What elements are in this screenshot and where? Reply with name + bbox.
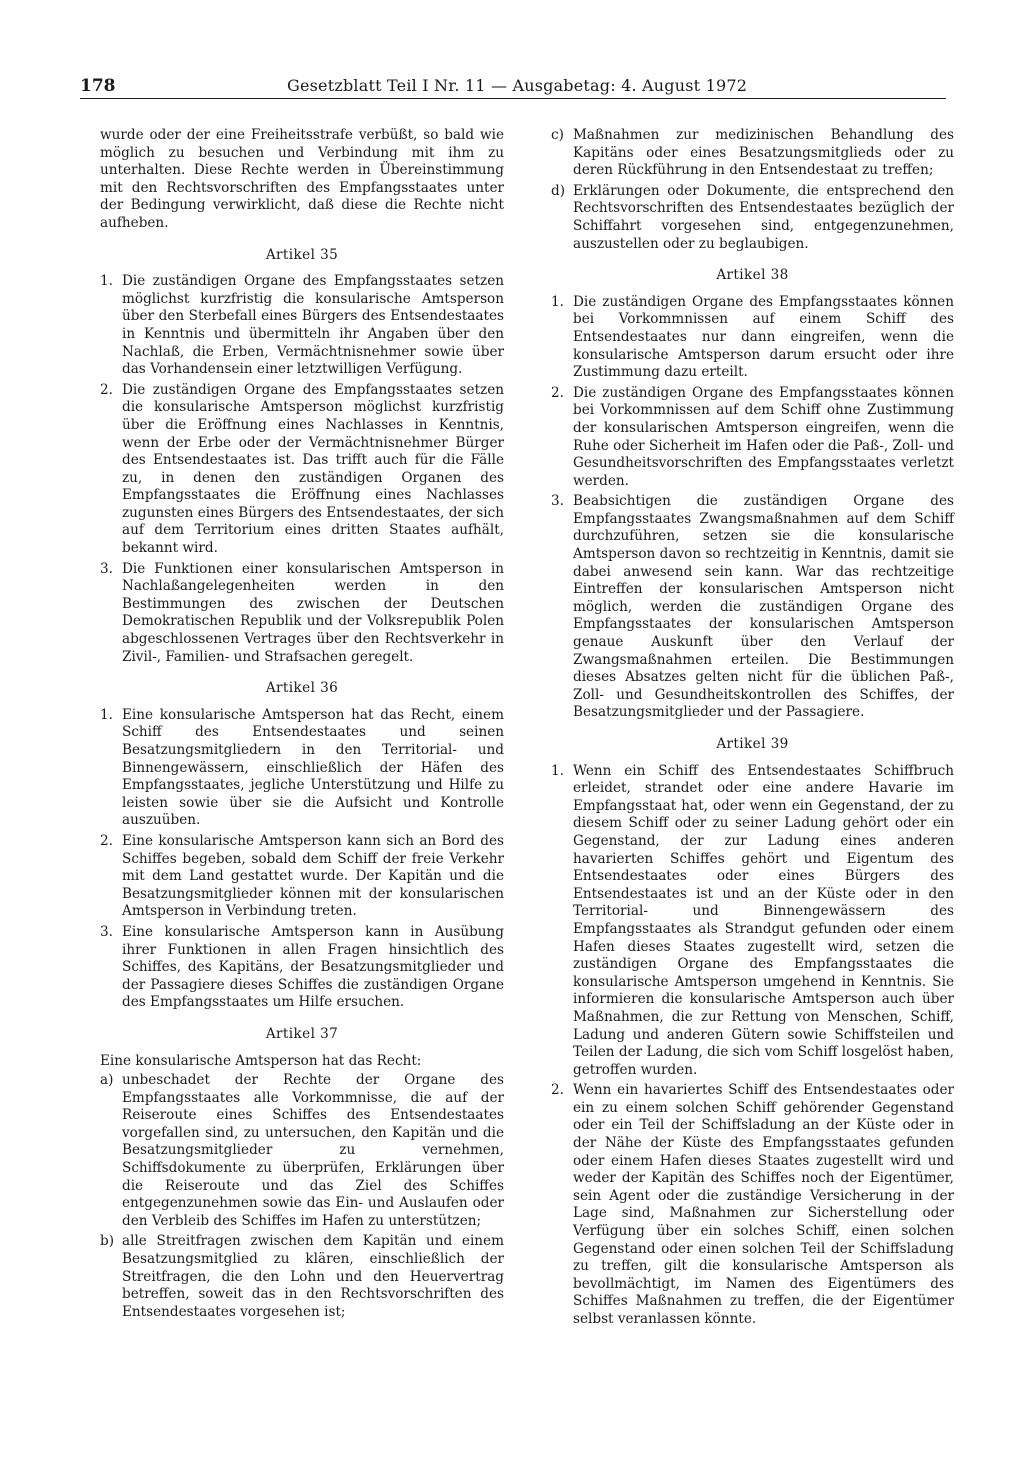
- list-item: [551, 183, 954, 253]
- article-heading: Artikel 36: [265, 680, 339, 697]
- item-number: c): [551, 127, 564, 143]
- header-title: Gesetzblatt Teil I Nr. 11 — Ausgabetag: 4. August 1972: [287, 76, 748, 95]
- item-number: 1.: [100, 273, 113, 290]
- item-text: Eine konsularische Amtsperson kann in Ausübung ihrer Funktionen in allen Fragen hinsichtlich des Schiffes, des Kapitäns, der Besatzungsmitglieder und der Passagiere dieses Schiffes die zuständigen Organe des Empfangsstaates um Hilfe ersuchen.: [122, 923, 504, 1011]
- item-number: 1.: [551, 293, 564, 310]
- list-item: [100, 1233, 504, 1321]
- item-text: Die Funktionen einer konsularischen Amtsperson in Nachlaßangelegenheiten werden in den Bestimmungen des zwischen der Deutschen Demokratischen Republik und der Volksrepublik Polen abgeschlossenen Vertrages über den Rechtsverkehr in Zivil-, Familien- und Strafsachen geregelt.: [122, 560, 504, 665]
- item-text: Eine konsularische Amtsperson kann sich an Bord des Schiffes begeben, sobald dem Schiff der freie Verkehr mit dem Land gestattet wurde. Der Kapitän und die Besatzungsmitglieder können mit der konsularischen Amtsperson in Verbindung treten.: [122, 832, 504, 920]
- item-text: Die zuständigen Organe des Empfangsstaates können bei Vorkommnissen auf einem Schiff des Entsendestaates nur dann eingreifen, wenn die konsularische Amtsperson darum ersucht oder ihre Zustimmung dazu erteilt.: [573, 293, 954, 381]
- list-item: [100, 561, 504, 667]
- item-number: 2.: [100, 832, 113, 849]
- item-number: 2.: [551, 1082, 564, 1099]
- item-number: d): [551, 182, 566, 199]
- article-intro: Eine konsularische Amtsperson hat das Recht:: [100, 1052, 422, 1069]
- item-number: 2.: [551, 384, 564, 401]
- page-header: [80, 76, 946, 99]
- list-item: [551, 294, 954, 382]
- page-number: 178: [80, 76, 116, 96]
- item-text: Die zuständigen Organe des Empfangsstaates können bei Vorkommnissen auf dem Schiff ohne Zustimmung der konsularischen Amtsperson eingreifen, wenn die Ruhe oder Sicherheit im Hafen oder die Paß-, Zoll- und Gesundheitsvorschriften des Empfangsstaates verletzt werden.: [573, 384, 954, 489]
- list-item: [100, 382, 504, 558]
- item-text: Beabsichtigen die zuständigen Organe des Empfangsstaates Zwangsmaßnahmen auf dem Schiff durchzuführen, setzen sie die konsularische Amtsperson davon so rechtzeitig in Kenntnis, damit sie dabei anwesend sein kann. War das rechtzeitige Eintreffen der konsularischen Amtsperson nicht möglich, werden die zuständigen Organe des Empfangsstaates der konsularischen Amtsperson genaue Auskunft über den Verlauf der Zwangsmaßnahmen erteilen. Die Bestimmungen dieses Absatzes gelten nicht für die üblichen Paß-, Zoll- und Gesundheitskontrollen des Schiffes, der Besatzungsmitglieder und der Passagiere.: [573, 493, 954, 721]
- item-text: Erklärungen oder Dokumente, die entsprechend den Rechtsvorschriften des Entsendestaates bezüglich der Schiffahrt vorgesehen sind, entgegenzunehmen, auszustellen oder zu beglaubigen.: [573, 182, 954, 252]
- list-item: [551, 493, 954, 722]
- list-item: [100, 1072, 504, 1230]
- item-text: Wenn ein Schiff des Entsendestaates Schiffbruch erleidet, strandet oder eine andere Havarie im Empfangsstaat hat, oder wenn ein Gegenstand, der zu diesem Schiff oder zu seiner Ladung gehört oder ein Gegenstand, der zur Ladung eines anderen havarierten Schiffes gehört und Eigentum des Entsendestaates oder eines Bürgers des Entsendestaates ist und an der Küste oder in den Territorial- und Binnengewässern des Empfangsstaates als Strandgut gefunden oder einem Hafen dieses Staates zugestellt wird, setzen die zuständigen Organe des Empfangsstaates die konsularische Amtsperson umgehend in Kenntnis. Sie informieren die konsularische Amtsperson auch über Maßnahmen, die zur Rettung von Menschen, Schiff, Ladung und anderen Gütern sowie Schiffsteilen und Teilen der Ladung, die sich vom Schiff losgelöst haben, getroffen wurden.: [573, 762, 954, 1078]
- item-text: Die zuständigen Organe des Empfangsstaates setzen möglichst kurzfristig die konsularische Amtsperson über den Sterbefall eines Bürgers des Entsendestaates in Kenntnis und übermitteln ihr Angaben über den Nachlaß, die Erben, Vermächtnisnehmer sowie über das Vorhandensein einer letztwilligen Verfügung.: [122, 273, 504, 378]
- list-item: [100, 833, 504, 921]
- right-column: [551, 127, 954, 1332]
- item-number: b): [100, 1233, 115, 1250]
- list-item: [100, 924, 504, 1012]
- item-text: alle Streitfragen zwischen dem Kapitän und einem Besatzungsmitglied zu klären, einschließlich der Streitfragen, die den Lohn und den Heuervertrag betreffen, soweit das in den Rechtsvorschriften des Entsendestaates vorgesehen ist;: [122, 1233, 504, 1320]
- item-text: Eine konsularische Amtsperson hat das Recht, einem Schiff des Entsendestaates und seinen Besatzungsmitgliedern in den Territorial- und Binnengewässern, einschließlich der Häfen des Empfangsstaates, jegliche Unterstützung und Hilfe zu leisten sowie über sie die Aufsicht und Kontrolle auszuüben.: [122, 706, 504, 829]
- left-column: [100, 127, 504, 1324]
- article-heading: Artikel 35: [265, 246, 339, 263]
- article-heading: Artikel 37: [265, 1025, 339, 1042]
- item-text: Wenn ein havariertes Schiff des Entsendestaates oder ein zu einem solchen Schiff gehörender Gegenstand oder ein Teil der Schiffsladung an der Küste oder in der Nähe der Küste des Empfangsstaates gefunden oder einem Hafen dieses Staates zugestellt wird und weder der Kapitän des Schiffes noch der Eigentümer, sein Agent oder die zuständige Versicherung in der Lage sind, Maßnahmen zur Sicherstellung oder Verfügung über ein solches Schiff, einen solchen Gegenstand oder einen solchen Teil der Schiffsladung zu treffen, gilt die konsularische Amtsperson als bevollmächtigt, im Namen des Eigentümers des Schiffes Maßnahmen zu treffen, die der Eigentümer selbst veranlassen könnte.: [573, 1082, 954, 1327]
- list-item: [551, 385, 954, 491]
- continuation-paragraph: wurde oder der eine Freiheitsstrafe verbüßt, so bald wie möglich zu besuchen und Verbindung mit ihm zu unterhalten. Diese Rechte werden in Übereinstimmung mit den Rechtsvorschriften des Empfangsstaates unter der Bedingung verwirklicht, daß diese die Rechte nicht aufheben.: [100, 127, 504, 231]
- item-text: Maßnahmen zur medizinischen Behandlung des Kapitäns oder eines Besatzungsmitglieds oder zu deren Rückführung in den Entsendestaat zu treffen;: [573, 127, 954, 179]
- item-number: 1.: [100, 706, 113, 723]
- list-item: [100, 707, 504, 830]
- item-number: 3.: [551, 493, 564, 510]
- item-text: unbeschadet der Rechte der Organe des Empfangsstaates alle Vorkommnisse, die auf der Reiseroute eines Schiffes des Entsendestaates vorgefallen sind, zu untersuchen, den Kapitän und die Besatzungsmitglieder zu vernehmen, Schiffsdokumente zu überprüfen, Erklärungen über die Reiseroute und das Ziel des Schiffes entgegenzunehmen sowie das Ein- und Auslaufen oder den Verbleib des Schiffes im Hafen zu unterstützen;: [122, 1072, 504, 1229]
- item-number: 3.: [100, 923, 113, 940]
- item-number: 1.: [551, 762, 564, 779]
- item-number: a): [100, 1072, 114, 1089]
- list-item: [100, 273, 504, 379]
- item-text: Die zuständigen Organe des Empfangsstaates setzen die konsularische Amtsperson möglichst kurzfristig über die Eröffnung eines Nachlasses in Kenntnis, wenn der Erbe oder der Vermächtnisnehmer Bürger des Entsendestaates ist. Das trifft auch für die Fälle zu, in denen den zuständigen Organen des Empfangsstaates die Eröffnung eines Nachlasses zugunsten eines Bürgers des Entsendestaates, der sich auf dem Territorium eines dritten Staates aufhält, bekannt wird.: [122, 381, 504, 557]
- list-item: [551, 127, 954, 180]
- article-heading: Artikel 38: [716, 267, 789, 284]
- list-item: [551, 763, 954, 1080]
- list-item: [551, 1082, 954, 1328]
- item-number: 2.: [100, 381, 113, 398]
- article-heading: Artikel 39: [716, 736, 789, 752]
- item-number: 3.: [100, 560, 113, 577]
